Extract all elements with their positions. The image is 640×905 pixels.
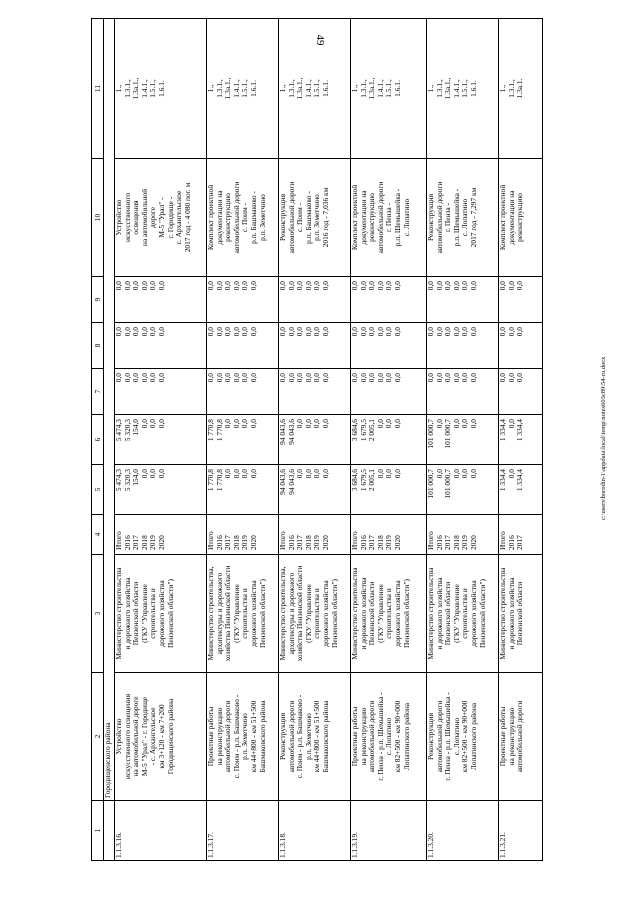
value-cell: 0,0 <box>392 373 402 383</box>
year-list <box>279 515 351 555</box>
value-cell: 2016 <box>434 535 444 550</box>
value-cell: 0,0 <box>156 327 166 337</box>
value-cell: 94 043,6 <box>278 469 287 495</box>
header-row <box>92 19 104 861</box>
value-cell: 0,0 <box>231 281 241 291</box>
value-cell: 0,0 <box>350 327 359 337</box>
value-cell: 0,0 <box>312 373 322 383</box>
value-cell: 0,0 <box>375 327 385 337</box>
value-cell: 0,0 <box>114 327 123 337</box>
value-cell: 0,0 <box>426 281 435 291</box>
value-cell: 0,0 <box>156 469 166 479</box>
row-name: Проектные работы на реконструкцию автомобильной дороги <box>499 673 543 801</box>
federal-budget-list <box>115 369 207 415</box>
value-cell: 0,0 <box>498 327 507 337</box>
row-result: Комплект проектной документации на реконструкцию автомобильной дороги с. Поим - р.п. Башмаково - р.п. Земетчино <box>207 159 279 277</box>
row-result: Устройство искусственного освещения на автомобильной дороге М-5 "Урал" - г. Городище - с. Архангельское 2017 год - 4 080 пог. м <box>115 159 207 277</box>
value-cell: 0,0 <box>156 281 166 291</box>
rotated-page-content <box>91 19 594 861</box>
value-cell: 0,0 <box>231 419 241 429</box>
value-cell: 1 770,8 <box>206 469 215 492</box>
value-cell: 2017 <box>443 535 453 550</box>
value-cell: 0,0 <box>350 281 359 291</box>
value-cell: 0,0 <box>460 419 470 429</box>
value-cell: 0,0 <box>426 373 435 383</box>
value-cell: Итого <box>206 531 215 550</box>
col-header: 1 <box>92 801 104 861</box>
value-cell: 0,0 <box>122 281 132 291</box>
value-cell: 0,0 <box>303 469 313 479</box>
federal-budget-list <box>279 369 351 415</box>
value-cell: 0,0 <box>286 327 296 337</box>
value-cell: 0,0 <box>122 327 132 337</box>
total-funding-list <box>115 465 207 515</box>
value-cell: 0,0 <box>156 373 166 383</box>
row-name: Реконструкция автомобильной дороги с. Поим - р.п. Башмаково - р.п. Земетчино км 44+800 - км 51+500 Башмаковского района <box>279 673 351 801</box>
value-cell: 2019 <box>384 535 394 550</box>
value-cell: 0,0 <box>375 373 385 383</box>
col-header: 7 <box>92 369 104 415</box>
value-cell: 0,0 <box>139 281 149 291</box>
value-cell: 5 320,3 <box>122 419 132 442</box>
value-cell: 0,0 <box>358 373 368 383</box>
row-executor: Министерство строительства, архитектуры и дорожного хозяйства Пензенской области (ГКУ "Управление строительства и дорожного хозяйства Пензенской области") <box>207 555 279 673</box>
value-cell: 0,0 <box>320 419 330 429</box>
row-executor: Министерство строительства, архитектуры и дорожного хозяйства Пензенской области (ГКУ "Управление строительства и дорожного хозяйства Пензенской области") <box>279 555 351 673</box>
value-cell: 0,0 <box>139 373 149 383</box>
row-executor: Министерство строительства и дорожного хозяйства Пензенской области (ГКУ "Управление строительства и дорожного хозяйства Пензенской области") <box>115 555 207 673</box>
table-row <box>351 19 427 861</box>
value-cell: 2020 <box>156 535 166 550</box>
value-cell: 0,0 <box>468 281 478 291</box>
value-cell: 0,0 <box>240 373 250 383</box>
value-cell: 2016 <box>214 535 224 550</box>
value-cell: 2017 <box>515 535 525 550</box>
value-cell: 2019 <box>240 535 250 550</box>
value-cell: 0,0 <box>392 281 402 291</box>
col-header: 3 <box>92 555 104 673</box>
value-cell: 0,0 <box>443 281 453 291</box>
value-cell: 0,0 <box>320 281 330 291</box>
row-codes: 1., 1.3.1., 1.3а.1., 1.4.1., 1.5.1., 1.6.1. <box>427 19 499 159</box>
value-cell: 0,0 <box>131 281 141 291</box>
value-cell: 0,0 <box>460 373 470 383</box>
year-list <box>499 515 543 555</box>
year-list <box>427 515 499 555</box>
row-executor: Министерство строительства и дорожного хозяйства Пензенской области <box>499 555 543 673</box>
value-cell: 0,0 <box>248 327 258 337</box>
value-cell: 0,0 <box>114 373 123 383</box>
value-cell: 0,0 <box>350 373 359 383</box>
value-cell: 0,0 <box>240 419 250 429</box>
row-id: 1.1.3.19. <box>351 801 427 861</box>
value-cell: 0,0 <box>295 327 305 337</box>
value-cell: 0,0 <box>375 419 385 429</box>
row-id: 1.1.3.21. <box>499 801 543 861</box>
value-cell: 0,0 <box>148 281 158 291</box>
row-name: Реконструкция автомобильной дороги г. Пенза - р.п. Шемышейка - с. Лопатино км 82+500 - км 90+000 Лопатинского района <box>427 673 499 801</box>
value-cell: 1 679,5 <box>358 469 368 492</box>
regional-budget-list <box>427 415 499 465</box>
value-cell: 0,0 <box>506 327 516 337</box>
local-budget-list <box>279 323 351 369</box>
value-cell: 0,0 <box>295 419 305 429</box>
total-funding-list <box>207 465 279 515</box>
value-cell: 0,0 <box>148 469 158 479</box>
value-cell: 0,0 <box>384 327 394 337</box>
value-cell: 94 043,6 <box>278 419 287 445</box>
value-cell: 0,0 <box>443 373 453 383</box>
value-cell: 2020 <box>392 535 402 550</box>
row-codes: 1., 1.3.1., 1.3а.1., 1.4.1., 1.5.1., 1.6.1. <box>115 19 207 159</box>
value-cell: 0,0 <box>460 469 470 479</box>
value-cell: 2 005,1 <box>367 469 377 492</box>
value-cell: 0,0 <box>384 419 394 429</box>
value-cell: 2019 <box>460 535 470 550</box>
section-title: Городищенского района <box>104 19 115 801</box>
value-cell: 2018 <box>139 535 149 550</box>
value-cell: 0,0 <box>392 469 402 479</box>
total-funding-list <box>427 465 499 515</box>
value-cell: 0,0 <box>515 327 525 337</box>
row-result: Реконструкция автомобильной дороги г. Пенза - р.п. Шемышейка - с. Лопатино 2017 год - 7,297 км <box>427 159 499 277</box>
value-cell: 0,0 <box>139 469 149 479</box>
row-name: Проектные работы на реконструкцию автомобильной дороги г. Пенза - р.п. Шемышейка - с. Лопатино км 82+500 - км 90+000 Лопатинского района <box>351 673 427 801</box>
table-row <box>207 19 279 861</box>
value-cell: 0,0 <box>515 373 525 383</box>
value-cell: 2019 <box>312 535 322 550</box>
value-cell: 0,0 <box>434 373 444 383</box>
value-cell: 3 684,6 <box>350 469 359 492</box>
page-number: 49 <box>314 34 326 46</box>
value-cell: 0,0 <box>506 281 516 291</box>
value-cell: 2 005,1 <box>367 419 377 442</box>
value-cell: 1 679,5 <box>358 419 368 442</box>
value-cell: 0,0 <box>278 327 287 337</box>
other-sources-list <box>279 277 351 323</box>
value-cell: 0,0 <box>367 373 377 383</box>
federal-budget-list <box>207 369 279 415</box>
value-cell: 0,0 <box>240 281 250 291</box>
value-cell: 0,0 <box>131 327 141 337</box>
value-cell: 0,0 <box>278 373 287 383</box>
value-cell: 0,0 <box>231 469 241 479</box>
value-cell: 0,0 <box>248 469 258 479</box>
value-cell: 0,0 <box>392 419 402 429</box>
local-budget-list <box>351 323 427 369</box>
total-funding-list <box>279 465 351 515</box>
row-id: 1.1.3.17. <box>207 801 279 861</box>
value-cell: 0,0 <box>312 469 322 479</box>
regional-budget-list <box>351 415 427 465</box>
value-cell: 0,0 <box>206 327 215 337</box>
value-cell: 0,0 <box>367 327 377 337</box>
value-cell: 0,0 <box>148 419 158 429</box>
value-cell: 0,0 <box>214 327 224 337</box>
value-cell: 0,0 <box>434 281 444 291</box>
local-budget-list <box>207 323 279 369</box>
local-budget-list <box>115 323 207 369</box>
row-id: 1.1.3.18. <box>279 801 351 861</box>
value-cell: 0,0 <box>468 373 478 383</box>
value-cell: 0,0 <box>434 469 444 479</box>
value-cell: 0,0 <box>295 373 305 383</box>
value-cell: 0,0 <box>392 327 402 337</box>
value-cell: 0,0 <box>506 469 516 479</box>
value-cell: 2017 <box>295 535 305 550</box>
other-sources-list <box>207 277 279 323</box>
value-cell: 1 334,4 <box>515 469 525 492</box>
value-cell: 0,0 <box>231 373 241 383</box>
value-cell: 2020 <box>320 535 330 550</box>
value-cell: 101 000,7 <box>443 419 453 449</box>
value-cell: 0,0 <box>384 469 394 479</box>
value-cell: 0,0 <box>206 281 215 291</box>
value-cell: 0,0 <box>231 327 241 337</box>
value-cell: Итого <box>278 531 287 550</box>
value-cell: 0,0 <box>358 327 368 337</box>
local-budget-list <box>499 323 543 369</box>
row-codes: 1., 1.3.1., 1.3а.1., 1.4.1., 1.5.1., 1.6.1. <box>279 19 351 159</box>
row-result: Комплект проектной документации на реконструкцию автомобильной дороги г. Пенза - р.п. Шемышейка - с. Лопатино <box>351 159 427 277</box>
value-cell: 0,0 <box>468 327 478 337</box>
value-cell: 0,0 <box>240 469 250 479</box>
value-cell: 0,0 <box>303 327 313 337</box>
value-cell: 0,0 <box>223 419 233 429</box>
value-cell: 0,0 <box>320 373 330 383</box>
row-codes: 1., 1.3.1., 1.3а.1., 1.4.1., 1.5.1., 1.6.1. <box>351 19 427 159</box>
value-cell: 0,0 <box>320 469 330 479</box>
value-cell: 0,0 <box>434 327 444 337</box>
value-cell: 0,0 <box>295 281 305 291</box>
value-cell: 2017 <box>367 535 377 550</box>
row-codes: 1., 1.3.1., 1.3а.1. <box>499 19 543 159</box>
row-result: Комплект проектной документации на реконструкцию <box>499 159 543 277</box>
value-cell: 2017 <box>223 535 233 550</box>
value-cell: 0,0 <box>286 373 296 383</box>
value-cell: 3 684,6 <box>350 419 359 442</box>
value-cell: 0,0 <box>451 419 461 429</box>
value-cell: 0,0 <box>434 419 444 429</box>
row-result: Реконструкция автомобильной дороги с. Поим - р.п. Башмаково - р.п. Земетчино 2016 год - 7,036 км <box>279 159 351 277</box>
value-cell: 0,0 <box>131 373 141 383</box>
federal-budget-list <box>351 369 427 415</box>
regional-budget-list <box>499 415 543 465</box>
total-funding-list <box>499 465 543 515</box>
value-cell: 0,0 <box>460 281 470 291</box>
value-cell: Итого <box>498 531 507 550</box>
value-cell: 5 320,3 <box>122 469 132 492</box>
value-cell: 0,0 <box>206 373 215 383</box>
value-cell: 0,0 <box>148 373 158 383</box>
value-cell: 0,0 <box>303 373 313 383</box>
value-cell: 2018 <box>303 535 313 550</box>
regional-budget-list <box>279 415 351 465</box>
value-cell: 1 334,4 <box>515 419 525 442</box>
other-sources-list <box>499 277 543 323</box>
value-cell: 0,0 <box>367 281 377 291</box>
row-executor: Министерство строительства и дорожного хозяйства Пензенской области (ГКУ "Управление строительства и дорожного хозяйства Пензенской области") <box>351 555 427 673</box>
section-row <box>104 19 115 861</box>
value-cell: 0,0 <box>451 373 461 383</box>
value-cell: 0,0 <box>460 327 470 337</box>
value-cell: 0,0 <box>240 327 250 337</box>
value-cell: 0,0 <box>286 281 296 291</box>
value-cell: 0,0 <box>312 281 322 291</box>
value-cell: 0,0 <box>468 419 478 429</box>
row-executor: Министерство строительства и дорожного хозяйства Пензенской области (ГКУ "Управление строительства и дорожного хозяйства Пензенской области") <box>427 555 499 673</box>
value-cell: 2016 <box>286 535 296 550</box>
value-cell: 0,0 <box>312 419 322 429</box>
col-header: 4 <box>92 515 104 555</box>
value-cell: 0,0 <box>214 373 224 383</box>
year-list <box>115 515 207 555</box>
value-cell: 0,0 <box>248 281 258 291</box>
value-cell: 0,0 <box>156 419 166 429</box>
regional-budget-list <box>207 415 279 465</box>
local-budget-list <box>427 323 499 369</box>
value-cell: 1 334,4 <box>498 419 507 442</box>
value-cell: 0,0 <box>506 373 516 383</box>
value-cell: 0,0 <box>515 281 525 291</box>
col-header: 10 <box>92 159 104 277</box>
footer-path: c:\users\borodin-1\appdata\local\temp\notes603c89\54-ru.docx <box>600 356 607 520</box>
value-cell: 2017 <box>131 535 141 550</box>
value-cell: 2018 <box>231 535 241 550</box>
other-sources-list <box>427 277 499 323</box>
other-sources-list <box>351 277 427 323</box>
value-cell: 1 770,8 <box>206 419 215 442</box>
value-cell: 1 770,8 <box>214 469 224 492</box>
value-cell: 1 770,8 <box>214 419 224 442</box>
value-cell: 0,0 <box>375 469 385 479</box>
value-cell: 2016 <box>506 535 516 550</box>
value-cell: 0,0 <box>248 419 258 429</box>
value-cell: 154,0 <box>131 419 141 436</box>
value-cell: 0,0 <box>468 469 478 479</box>
total-funding-list <box>351 465 427 515</box>
value-cell: 0,0 <box>122 373 132 383</box>
col-header: 11 <box>92 19 104 159</box>
value-cell: 0,0 <box>358 281 368 291</box>
value-cell: 0,0 <box>148 327 158 337</box>
program-table <box>91 18 543 861</box>
value-cell: 0,0 <box>384 281 394 291</box>
value-cell: 0,0 <box>451 469 461 479</box>
value-cell: 2018 <box>375 535 385 550</box>
value-cell: Итого <box>350 531 359 550</box>
value-cell: 0,0 <box>384 373 394 383</box>
value-cell: 2019 <box>148 535 158 550</box>
value-cell: 0,0 <box>451 327 461 337</box>
value-cell: 0,0 <box>451 281 461 291</box>
value-cell: 0,0 <box>506 419 516 429</box>
value-cell: 0,0 <box>375 281 385 291</box>
value-cell: 2020 <box>248 535 258 550</box>
value-cell: 0,0 <box>248 373 258 383</box>
value-cell: 0,0 <box>312 327 322 337</box>
col-header: 6 <box>92 415 104 465</box>
value-cell: 0,0 <box>426 327 435 337</box>
value-cell: 5 474,3 <box>114 419 123 442</box>
table-row <box>279 19 351 861</box>
table-row <box>115 19 207 861</box>
value-cell: 2016 <box>358 535 368 550</box>
value-cell: 1 334,4 <box>498 469 507 492</box>
value-cell: Итого <box>426 531 435 550</box>
value-cell: 2020 <box>468 535 478 550</box>
other-sources-list <box>115 277 207 323</box>
value-cell: 94 043,6 <box>286 469 296 495</box>
value-cell: 101 000,7 <box>426 469 435 499</box>
value-cell: Итого <box>114 531 123 550</box>
value-cell: 0,0 <box>223 281 233 291</box>
value-cell: 0,0 <box>139 419 149 429</box>
value-cell: 0,0 <box>223 327 233 337</box>
row-name: Устройство искусственного освещения на автомобильной дороге М-5 "Урал" - г. Городище - с. Архангельское км 3+120 - км 7+200 Городищенского района <box>115 673 207 801</box>
regional-budget-list <box>115 415 207 465</box>
value-cell: 0,0 <box>278 281 287 291</box>
row-name: Проектные работы на реконструкцию автомобильной дороги с. Поим - р.п. Башмаково - р.п. Земетчино км 44+800 - км 51+500 Башмаковского района <box>207 673 279 801</box>
value-cell: 0,0 <box>114 281 123 291</box>
value-cell: 0,0 <box>139 327 149 337</box>
value-cell: 0,0 <box>295 469 305 479</box>
value-cell: 0,0 <box>498 373 507 383</box>
year-list <box>207 515 279 555</box>
value-cell: 5 474,3 <box>114 469 123 492</box>
col-header: 9 <box>92 277 104 323</box>
value-cell: 2018 <box>451 535 461 550</box>
value-cell: 94 043,6 <box>286 419 296 445</box>
value-cell: 154,0 <box>131 469 141 486</box>
table-row <box>427 19 499 861</box>
row-id: 1.1.3.16. <box>115 801 207 861</box>
row-codes: 1., 1.3.1., 1.3а.1., 1.4.1., 1.5.1., 1.6.1. <box>207 19 279 159</box>
col-header: 8 <box>92 323 104 369</box>
federal-budget-list <box>499 369 543 415</box>
value-cell: 0,0 <box>320 327 330 337</box>
year-list <box>351 515 427 555</box>
row-id: 1.1.3.20. <box>427 801 499 861</box>
col-header: 5 <box>92 465 104 515</box>
value-cell: 0,0 <box>303 281 313 291</box>
value-cell: 0,0 <box>214 281 224 291</box>
value-cell: 0,0 <box>223 469 233 479</box>
value-cell: 0,0 <box>498 281 507 291</box>
col-header: 2 <box>92 673 104 801</box>
value-cell: 0,0 <box>303 419 313 429</box>
value-cell: 2016 <box>122 535 132 550</box>
federal-budget-list <box>427 369 499 415</box>
table-row <box>499 19 543 861</box>
value-cell: 0,0 <box>443 327 453 337</box>
value-cell: 0,0 <box>223 373 233 383</box>
value-cell: 101 000,7 <box>443 469 453 499</box>
value-cell: 101 000,7 <box>426 419 435 449</box>
